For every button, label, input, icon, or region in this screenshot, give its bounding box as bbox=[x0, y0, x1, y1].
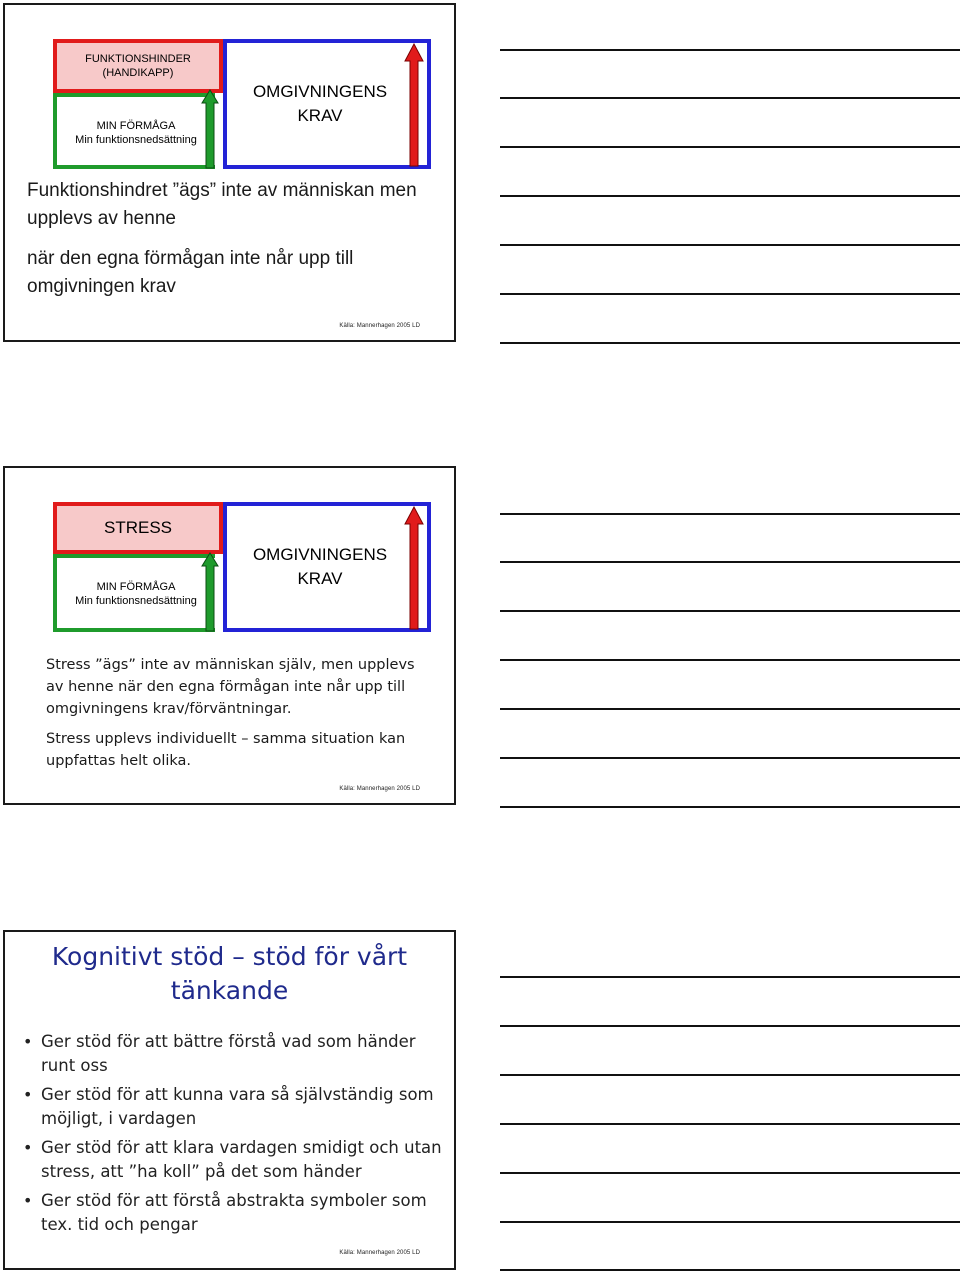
funktionshinder-box bbox=[53, 39, 223, 93]
krav-box bbox=[223, 39, 431, 169]
slide1-paragraph-1: Funktionshindret ”ägs” inte av människan men upplevs av henne bbox=[27, 180, 417, 229]
note-line bbox=[500, 806, 960, 808]
note-line bbox=[500, 976, 960, 978]
stress-box bbox=[53, 502, 223, 554]
slide2-paragraph-2: Stress upplevs individuellt – samma situation kan uppfattas helt olika. bbox=[46, 731, 406, 769]
slide3-bullet-list bbox=[19, 1030, 444, 1242]
red-arrow-icon bbox=[404, 506, 424, 630]
note-line bbox=[500, 659, 960, 661]
note-line bbox=[500, 1221, 960, 1223]
krav-label: OMGIVNINGENS KRAV bbox=[252, 82, 388, 125]
stress-label: STRESS bbox=[103, 518, 173, 537]
note-line bbox=[500, 244, 960, 246]
krav-box bbox=[223, 502, 431, 632]
slide1-paragraph-2: när den egna förmågan inte når upp till omgivningen krav bbox=[27, 248, 354, 297]
note-line bbox=[500, 708, 960, 710]
note-line bbox=[500, 1172, 960, 1174]
bullet-item: • Ger stöd för att förstå abstrakta symboler som tex. tid och pengar bbox=[19, 1189, 444, 1237]
note-line bbox=[500, 513, 960, 515]
slide3-title: Kognitivt stöd – stöd för vårt tänkande bbox=[51, 942, 408, 1005]
formaga-label: MIN FÖRMÅGA Min funktionsnedsättning bbox=[75, 120, 197, 146]
formaga-box bbox=[53, 93, 215, 169]
bullet-item: • Ger stöd för att klara vardagen smidigt och utan stress, att ”ha koll” på det som händer bbox=[19, 1136, 444, 1184]
note-line bbox=[500, 561, 960, 563]
note-line bbox=[500, 1025, 960, 1027]
slide1-body bbox=[27, 177, 440, 313]
bullet-item: • Ger stöd för att bättre förstå vad som händer runt oss bbox=[19, 1030, 444, 1078]
red-arrow-icon bbox=[404, 43, 424, 167]
funktionshinder-label: FUNKTIONSHINDER (HANDIKAPP) bbox=[85, 53, 191, 79]
source-note: Källa: Mannerhagen 2005 LD bbox=[339, 786, 420, 792]
source-note: Källa: Mannerhagen 2005 LD bbox=[339, 323, 420, 329]
slide2-body bbox=[46, 654, 428, 784]
note-line bbox=[500, 49, 960, 51]
note-line bbox=[500, 195, 960, 197]
note-line bbox=[500, 1123, 960, 1125]
note-line bbox=[500, 146, 960, 148]
formaga-label: MIN FÖRMÅGA Min funktionsnedsättning bbox=[75, 581, 197, 607]
note-line bbox=[500, 97, 960, 99]
source-note: Källa: Mannerhagen 2005 LD bbox=[339, 1250, 420, 1256]
bullet-item: • Ger stöd för att kunna vara så självständig som möjligt, i vardagen bbox=[19, 1083, 444, 1131]
green-arrow-icon bbox=[201, 89, 219, 169]
note-line bbox=[500, 1269, 960, 1271]
krav-label: OMGIVNINGENS KRAV bbox=[252, 545, 388, 588]
note-line bbox=[500, 757, 960, 759]
formaga-box bbox=[53, 554, 215, 632]
note-line bbox=[500, 1074, 960, 1076]
slide-kognitivt-stod bbox=[3, 930, 456, 1270]
slide-funktionshinder bbox=[3, 3, 456, 342]
slide2-paragraph-1: Stress ”ägs” inte av människan själv, men upplevs av henne när den egna förmågan inte når upp till omgivningens krav/förväntningar. bbox=[46, 657, 415, 717]
note-line bbox=[500, 293, 960, 295]
note-line bbox=[500, 342, 960, 344]
note-line bbox=[500, 610, 960, 612]
slide-stress bbox=[3, 466, 456, 805]
green-arrow-icon bbox=[201, 552, 219, 632]
notes-lines bbox=[500, 0, 960, 1272]
